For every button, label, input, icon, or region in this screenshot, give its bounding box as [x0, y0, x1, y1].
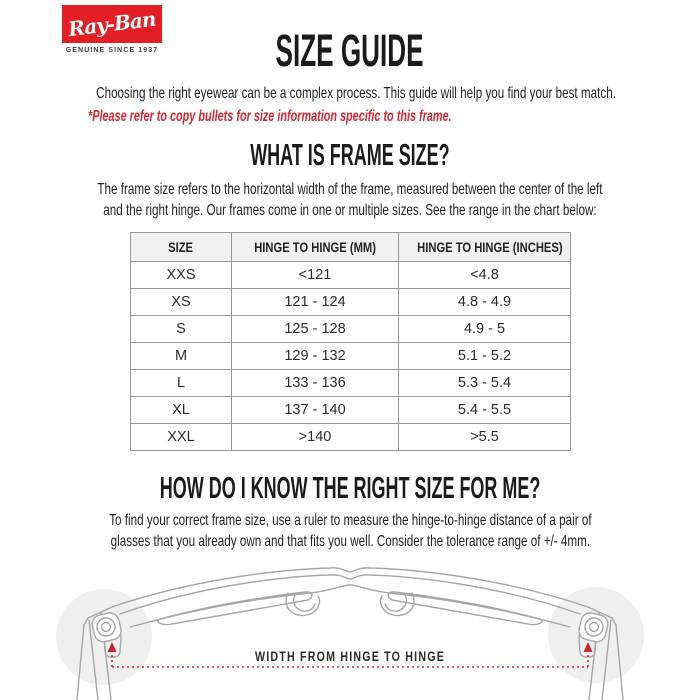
table-row [131, 424, 571, 451]
size-table [130, 232, 571, 451]
size-cell: L [131, 370, 232, 397]
inches-cell: >5.5 [399, 424, 571, 451]
table-row [131, 262, 571, 289]
table-row [131, 343, 571, 370]
size-cell: S [131, 316, 232, 343]
size-table-header-row [131, 233, 571, 262]
size-cell: XXS [131, 262, 232, 289]
glasses-frame-outline [77, 568, 623, 700]
mm-cell: 133 - 136 [232, 370, 399, 397]
mm-cell: 137 - 140 [232, 397, 399, 424]
table-row [131, 370, 571, 397]
col-header-size: SIZE [131, 233, 232, 262]
mm-cell: 129 - 132 [232, 343, 399, 370]
inches-cell: 4.8 - 4.9 [399, 289, 571, 316]
page-title: SIZE GUIDE [276, 25, 424, 76]
size-cell: M [131, 343, 232, 370]
mm-cell: 121 - 124 [232, 289, 399, 316]
col-header-mm: HINGE TO HINGE (MM) [232, 233, 399, 262]
size-cell: XS [131, 289, 232, 316]
dimension-label: WIDTH FROM HINGE TO HINGE [255, 649, 445, 664]
intro-text: Choosing the right eyewear can be a complex process. This guide will help you find your best match. [96, 85, 616, 102]
table-row [131, 289, 571, 316]
frame-size-paragraph [0, 180, 700, 222]
note-row [88, 108, 607, 126]
frame-size-heading: WHAT IS FRAME SIZE? [250, 137, 450, 172]
inches-cell: <4.8 [399, 262, 571, 289]
table-row [131, 316, 571, 343]
frame-size-line-1: The frame size refers to the horizontal width of the frame, measured between the center of the left [97, 181, 603, 198]
frame-size-heading-row [0, 139, 700, 170]
size-cell: XL [131, 397, 232, 424]
glasses-top-view-illustration [0, 555, 700, 700]
right-size-line-1: To find your correct frame size, use a ruler to measure the hinge-to-hinge distance of a pair of [108, 512, 592, 529]
inches-cell: 5.4 - 5.5 [399, 397, 571, 424]
inches-cell: 5.3 - 5.4 [399, 370, 571, 397]
inches-cell: 5.1 - 5.2 [399, 343, 571, 370]
frame-note-text: *Please refer to copy bullets for size information specific to this frame. [88, 108, 452, 125]
mm-cell: 125 - 128 [232, 316, 399, 343]
logo-tagline: GENUINE SINCE 1937 [65, 47, 159, 54]
right-size-line-2: glasses that you already own and that fits you well. Consider the tolerance range of +/- 4mm. [110, 533, 590, 550]
right-size-heading-row [0, 472, 700, 503]
table-row [131, 397, 571, 424]
ray-ban-logo-text: Ray-Ban [67, 6, 157, 42]
frame-size-line-2: and the right hinge. Our frames come in one or multiple sizes. See the range in the chart below: [103, 202, 597, 219]
col-header-inches: HINGE TO HINGE (INCHES) [399, 233, 571, 262]
page-title-row [0, 25, 700, 76]
intro-row [0, 84, 700, 104]
mm-cell: <121 [232, 262, 399, 289]
size-cell: XXL [131, 424, 232, 451]
right-size-heading: HOW DO I KNOW THE RIGHT SIZE FOR ME? [159, 470, 541, 505]
right-size-paragraph [0, 511, 700, 553]
inches-cell: 4.9 - 5 [399, 316, 571, 343]
mm-cell: >140 [232, 424, 399, 451]
